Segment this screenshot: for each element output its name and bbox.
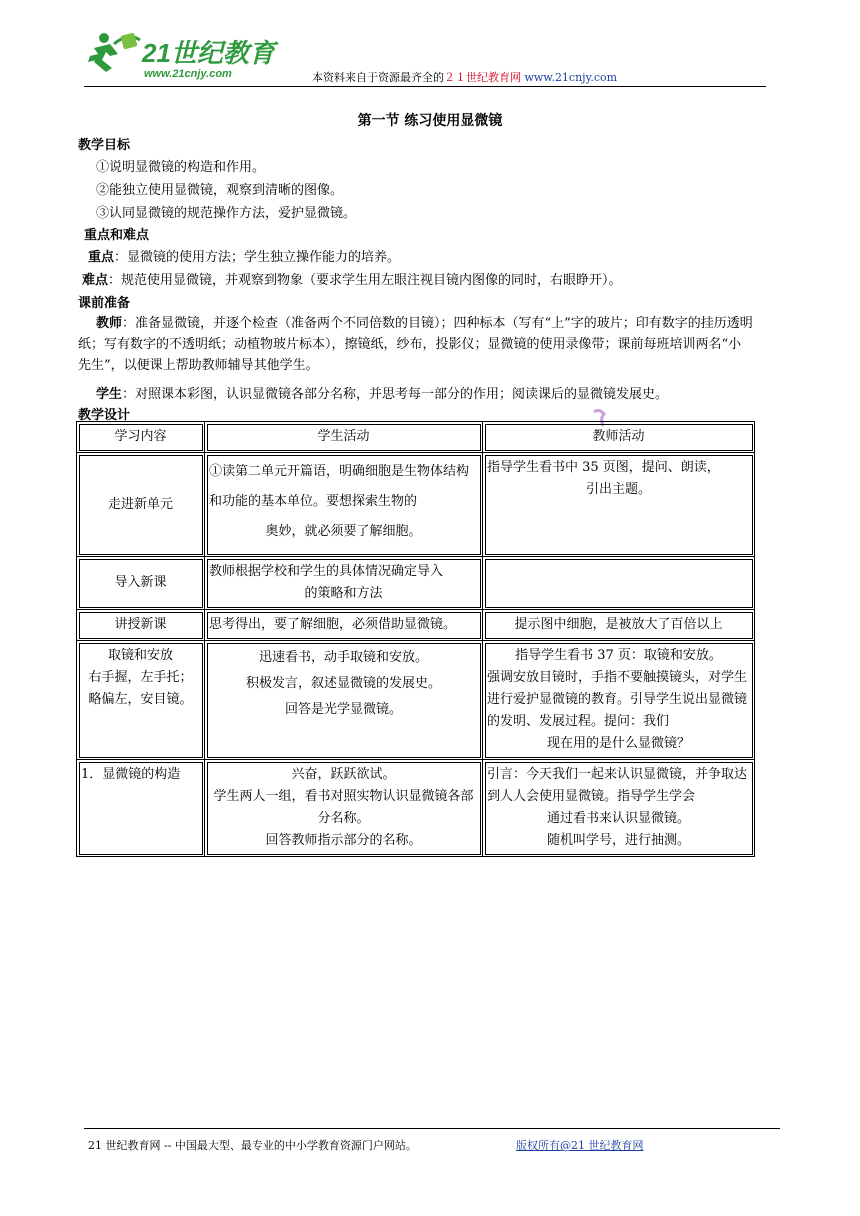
student-prep-text: ：对照课本彩图，认识显微镜各部分名称，并思考每一部分的作用；阅读课后的显微镜发展史。 [122,387,669,402]
objective-item: ②能独立使用显微镜，观察到清晰的图像。 [96,183,344,198]
column-header: 学生活动 [205,422,483,453]
content-cell: 走进新单元 [77,453,205,557]
focus-line [88,246,400,265]
student-preparation [96,383,668,402]
design-heading: 教学设计 [78,408,131,423]
teacher-prep-text: ：准备显微镜，并逐个检查（准备两个不同倍数的目镜）；四种标本（写有“上”字的玻片；印有数字的挂历透明纸；写有数字的不透明纸；动植物玻片标本），擦镜纸，纱布，投影仪；显微镜的使用录像带；课前每班培训两名“小先生”，以便课上帮助教师辅导其他学生。 [78,316,753,373]
source-site-link[interactable]: ２１世纪教育网 [444,71,521,84]
key-points-heading: 重点和难点 [84,228,150,243]
preparation-heading: 课前准备 [78,296,131,311]
difficulty-line [82,269,622,288]
header-source-line [312,69,617,85]
teacher-cell: 指导学生看书 37 页：取镜和安放。 强调安放目镜时，手指不要触摸镜头，对学生进行爱护显微镜的教育。引导学生说出显微镜的发明、发展过程。提问：我们 现在用的是什么显微镜？ [483,641,755,760]
content-cell: 讲授新课 [77,610,205,641]
difficulty-text: ：规范使用显微镜，并观察到物象（要求学生用左眼注视目镜内图像的同时，右眼睁开）。 [108,273,622,288]
student-cell: 迅速看书，动手取镜和安放。 积极发言，叙述显微镜的发展史。 回答是光学显微镜。 [205,641,483,760]
column-header: 学习内容 [77,422,205,453]
difficulty-label: 难点 [82,273,109,288]
student-cell: 兴奋，跃跃欲试。 学生两人一组，看书对照实物认识显微镜各部分名称。 回答教师指示部分的名称。 [205,760,483,857]
teacher-cell [483,557,755,610]
table-header-row [77,422,755,453]
table-row [77,610,755,641]
teacher-cell: 引言：今天我们一起来认识显微镜，并争取达到人人会使用显微镜。指导学生学会 通过看书来认识显微镜。 随机叫学号，进行抽测。 [483,760,755,857]
header-divider [84,86,766,87]
focus-text: ：显微镜的使用方法；学生独立操作能力的培养。 [114,250,401,265]
footer-tagline: 21 世纪教育网 -- 中国最大型、最专业的中小学教育资源门户网站。 [88,1139,417,1152]
teacher-cell: 指导学生看书中 35 页图，提问、朗读， 引出主题。 [483,453,755,557]
table-row [77,641,755,760]
runner-logo-icon [84,26,284,82]
svg-text:www.21cnjy.com: www.21cnjy.com [144,68,232,80]
footer-divider [84,1128,780,1129]
footer-copyright-link[interactable]: 版权所有@21 世纪教育网 [516,1139,644,1152]
objectives-heading: 教学目标 [78,138,131,153]
site-logo [84,26,284,82]
student-cell: 思考得出，要了解细胞，必须借助显微镜。 [205,610,483,641]
table-row [77,557,755,610]
student-cell: 教师根据学校和学生的具体情况确定导入 的策略和方法 [205,557,483,610]
teacher-preparation [78,313,754,376]
table-row [77,453,755,557]
content-cell: 导入新课 [77,557,205,610]
teacher-cell: 提示图中细胞，是被放大了百倍以上 [483,610,755,641]
content-cell: 1．显微镜的构造 [77,760,205,857]
objective-item: ③认同显微镜的规范操作方法，爱护显微镜。 [96,206,357,221]
focus-label: 重点 [88,250,115,265]
svg-text:21世纪教育: 21世纪教育 [142,38,275,68]
table-row [77,760,755,857]
source-url-link[interactable]: www.21cnjy.com [524,71,618,84]
objective-item: ①说明显微镜的构造和作用。 [96,160,266,175]
source-prefix: 本资料来自于资源最齐全的 [312,71,444,84]
content-cell: 取镜和安放 右手握，左手托； 略偏左，安目镜。 [77,641,205,760]
lesson-design-table [76,421,755,857]
page-title: 第一节 练习使用显微镜 [357,113,503,129]
student-label: 学生 [96,387,123,402]
student-cell: ①读第二单元开篇语，明确细胞是生物体结构和功能的基本单位。要想探索生物的 奥妙，就必须要了解细胞。 [205,453,483,557]
teacher-label: 教师 [96,316,123,331]
column-header: 教师活动 [483,422,755,453]
